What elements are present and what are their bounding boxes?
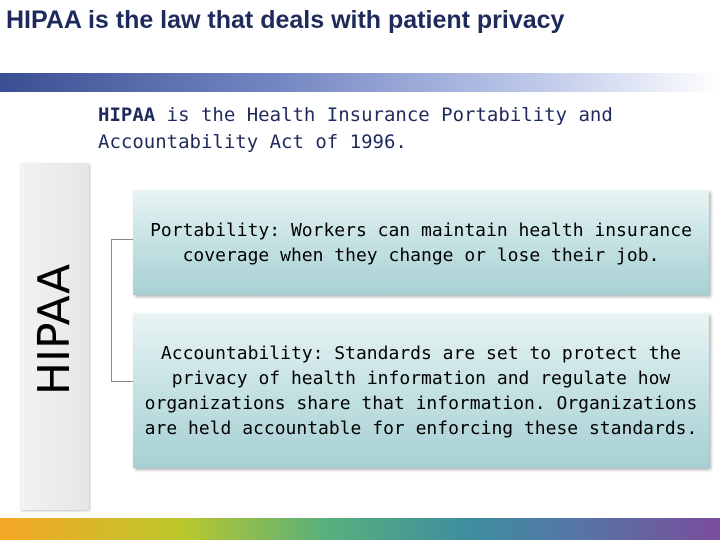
intro-text xyxy=(98,102,698,156)
portability-text: Portability: Workers can maintain health insurance coverage when they change or lose their job. xyxy=(150,219,692,266)
accountability-box xyxy=(133,313,709,468)
title-underline-bar xyxy=(0,73,720,92)
connector-vertical xyxy=(111,239,112,381)
bottom-color-bar xyxy=(0,518,720,540)
slide-title: HIPAA is the law that deals with patient privacy xyxy=(6,6,565,34)
intro-bold: HIPAA xyxy=(98,104,156,126)
side-label xyxy=(20,238,89,420)
connector-branch-2 xyxy=(111,381,133,382)
portability-box xyxy=(133,190,709,295)
connector-branch-1 xyxy=(111,239,133,240)
intro-rest: is the Health Insurance Portability and Accountability Act of 1996. xyxy=(98,104,613,153)
side-label-text: HIPAA xyxy=(29,263,80,395)
accountability-text: Accountability: Standards are set to protect the privacy of health information and regulate how organizations share that information. Organizations are held accountable for enforcing these standards. xyxy=(144,342,698,439)
